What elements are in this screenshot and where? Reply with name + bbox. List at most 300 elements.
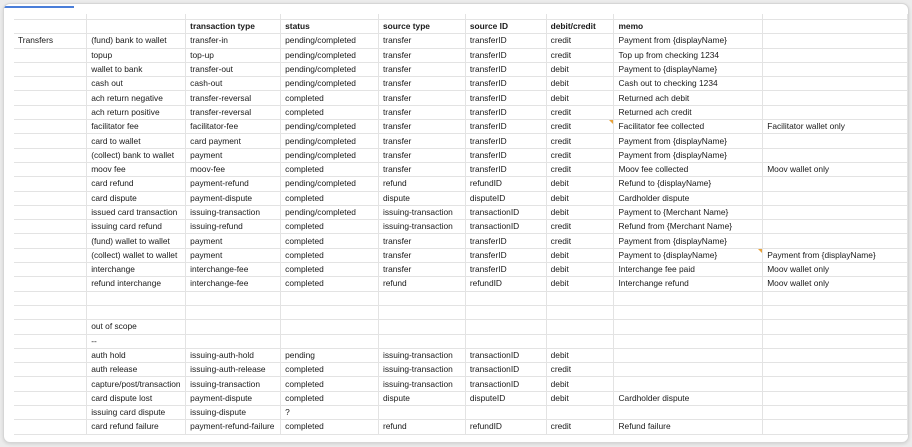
cell[interactable]	[87, 277, 186, 291]
cell[interactable]	[14, 105, 87, 119]
cell-text: transferID	[469, 92, 507, 103]
cell[interactable]	[14, 320, 87, 334]
table-row	[14, 205, 908, 219]
cell[interactable]	[14, 291, 87, 305]
cell[interactable]	[465, 234, 546, 248]
cell[interactable]	[546, 77, 614, 91]
cell[interactable]	[378, 420, 465, 434]
cell[interactable]	[546, 34, 614, 48]
cell-text: completed	[285, 264, 324, 275]
cell[interactable]	[281, 348, 379, 362]
cell[interactable]	[546, 320, 614, 334]
cell[interactable]	[763, 320, 908, 334]
cell[interactable]	[614, 391, 763, 405]
cell[interactable]	[14, 205, 87, 219]
cell[interactable]	[763, 334, 908, 348]
cell[interactable]	[378, 234, 465, 248]
cell-text: transfer	[382, 49, 412, 60]
cell-text: debit	[550, 192, 569, 203]
cell[interactable]	[186, 220, 281, 234]
cell[interactable]	[614, 420, 763, 434]
cell[interactable]	[87, 391, 186, 405]
cell[interactable]	[87, 406, 186, 420]
cell[interactable]	[14, 334, 87, 348]
cell[interactable]	[546, 277, 614, 291]
cell[interactable]	[465, 406, 546, 420]
cell[interactable]	[378, 91, 465, 105]
cell[interactable]	[186, 120, 281, 134]
cell[interactable]	[87, 34, 186, 48]
cell[interactable]	[186, 148, 281, 162]
cell[interactable]	[546, 406, 614, 420]
cell[interactable]	[614, 77, 763, 91]
cell[interactable]	[87, 234, 186, 248]
cell[interactable]	[614, 234, 763, 248]
cell[interactable]	[378, 248, 465, 262]
cell[interactable]	[763, 177, 908, 191]
cell[interactable]	[763, 420, 908, 434]
cell[interactable]	[378, 391, 465, 405]
cell[interactable]	[87, 48, 186, 62]
cell[interactable]	[614, 320, 763, 334]
cell[interactable]	[465, 105, 546, 119]
cell[interactable]	[87, 220, 186, 234]
cell[interactable]	[546, 334, 614, 348]
cell[interactable]	[465, 120, 546, 134]
cell[interactable]	[186, 91, 281, 105]
cell[interactable]	[465, 220, 546, 234]
cell[interactable]	[14, 406, 87, 420]
cell[interactable]	[281, 291, 379, 305]
cell[interactable]	[281, 248, 379, 262]
cell-text: issued card transaction	[91, 207, 178, 217]
cell[interactable]	[281, 120, 379, 134]
cell[interactable]	[378, 205, 465, 219]
cell-text: card refund failure	[91, 421, 159, 432]
cell[interactable]	[763, 191, 908, 205]
cell[interactable]	[763, 34, 908, 48]
cell[interactable]	[14, 91, 87, 105]
cell[interactable]	[14, 220, 87, 234]
cell[interactable]	[614, 162, 763, 176]
cell[interactable]	[186, 191, 281, 205]
cell[interactable]	[378, 263, 465, 277]
cell-text: completed	[285, 249, 324, 260]
cell[interactable]	[186, 48, 281, 62]
cell[interactable]	[281, 205, 379, 219]
cell[interactable]	[614, 406, 763, 420]
cell[interactable]	[614, 220, 763, 234]
cell[interactable]	[546, 420, 614, 434]
cell[interactable]	[763, 105, 908, 119]
cell-text: Payment to {displayName}	[618, 249, 718, 260]
cell[interactable]	[281, 77, 379, 91]
cell[interactable]	[763, 148, 908, 162]
cell[interactable]	[186, 177, 281, 191]
cell[interactable]	[546, 177, 614, 191]
cell-text: transfer	[382, 264, 412, 275]
cell[interactable]	[87, 177, 186, 191]
cell-text: credit	[550, 135, 572, 146]
cell-text: transfer	[382, 164, 412, 175]
cell-text: moov-fee	[190, 164, 226, 175]
cell[interactable]	[763, 391, 908, 405]
cell[interactable]	[378, 334, 465, 348]
cell[interactable]	[546, 191, 614, 205]
cell[interactable]	[546, 48, 614, 62]
cell-text: issuing-transaction	[382, 349, 453, 360]
cell-text: disputeID	[469, 192, 506, 203]
cell[interactable]	[87, 62, 186, 76]
cell[interactable]	[465, 277, 546, 291]
cell[interactable]	[614, 334, 763, 348]
cell[interactable]	[465, 263, 546, 277]
cell[interactable]	[465, 162, 546, 176]
cell[interactable]	[546, 291, 614, 305]
cell[interactable]	[763, 377, 908, 391]
cell[interactable]	[87, 105, 186, 119]
cell[interactable]	[186, 291, 281, 305]
cell[interactable]	[614, 377, 763, 391]
cell[interactable]	[378, 77, 465, 91]
cell[interactable]	[546, 377, 614, 391]
cell[interactable]	[281, 234, 379, 248]
cell[interactable]	[87, 148, 186, 162]
cell[interactable]	[281, 363, 379, 377]
cell[interactable]	[281, 105, 379, 119]
cell-text: ach return positive	[91, 106, 160, 117]
cell[interactable]	[465, 177, 546, 191]
cell[interactable]	[281, 334, 379, 348]
cell[interactable]	[378, 62, 465, 76]
cell[interactable]	[465, 191, 546, 205]
cell[interactable]	[14, 177, 87, 191]
cell[interactable]	[87, 291, 186, 305]
cell[interactable]	[614, 105, 763, 119]
cell[interactable]	[378, 277, 465, 291]
cell[interactable]	[546, 391, 614, 405]
cell[interactable]	[546, 248, 614, 262]
cell[interactable]	[14, 420, 87, 434]
cell[interactable]	[763, 263, 908, 277]
cell[interactable]	[186, 77, 281, 91]
cell[interactable]	[281, 377, 379, 391]
cell[interactable]	[186, 391, 281, 405]
cell[interactable]	[465, 34, 546, 48]
cell[interactable]	[614, 177, 763, 191]
cell[interactable]	[614, 91, 763, 105]
cell[interactable]	[546, 148, 614, 162]
cell[interactable]	[87, 263, 186, 277]
cell[interactable]	[281, 263, 379, 277]
cell-text: refund interchange	[91, 278, 162, 289]
cell[interactable]	[186, 305, 281, 319]
cell[interactable]	[614, 248, 763, 262]
cell[interactable]	[614, 363, 763, 377]
cell[interactable]	[186, 105, 281, 119]
cell[interactable]	[281, 177, 379, 191]
cell[interactable]	[281, 220, 379, 234]
cell[interactable]	[186, 205, 281, 219]
cell[interactable]	[546, 220, 614, 234]
cell[interactable]	[378, 148, 465, 162]
cell[interactable]	[87, 377, 186, 391]
cell[interactable]	[87, 77, 186, 91]
cell[interactable]	[14, 277, 87, 291]
cell[interactable]	[186, 320, 281, 334]
cell[interactable]	[763, 48, 908, 62]
cell[interactable]	[14, 363, 87, 377]
cell[interactable]	[186, 34, 281, 48]
table-row	[14, 263, 908, 277]
cell[interactable]	[14, 377, 87, 391]
cell[interactable]	[14, 162, 87, 176]
cell[interactable]	[546, 363, 614, 377]
cell[interactable]	[281, 148, 379, 162]
cell[interactable]	[465, 377, 546, 391]
cell[interactable]	[186, 420, 281, 434]
cell[interactable]	[546, 234, 614, 248]
cell[interactable]	[281, 62, 379, 76]
cell[interactable]	[87, 305, 186, 319]
cell[interactable]	[87, 420, 186, 434]
cell[interactable]	[87, 320, 186, 334]
cell[interactable]	[14, 34, 87, 48]
cell[interactable]	[614, 148, 763, 162]
cell[interactable]	[281, 48, 379, 62]
cell[interactable]	[87, 363, 186, 377]
cell[interactable]	[378, 406, 465, 420]
cell[interactable]	[14, 77, 87, 91]
header-memo[interactable]: memo	[614, 20, 763, 34]
cell[interactable]	[14, 120, 87, 134]
cell[interactable]	[87, 134, 186, 148]
header-source-type[interactable]: source type	[378, 20, 465, 34]
cell[interactable]	[186, 248, 281, 262]
cell[interactable]	[378, 305, 465, 319]
header-status[interactable]: status	[281, 20, 379, 34]
cell[interactable]	[87, 334, 186, 348]
cell[interactable]	[763, 162, 908, 176]
cell[interactable]	[14, 148, 87, 162]
cell[interactable]	[763, 248, 908, 262]
table-row	[14, 105, 908, 119]
cell-text: pending/completed	[285, 207, 356, 217]
cell[interactable]	[186, 334, 281, 348]
table-row	[14, 391, 908, 405]
cell[interactable]	[465, 91, 546, 105]
header-debit-credit[interactable]: debit/credit	[546, 20, 614, 34]
cell[interactable]	[14, 62, 87, 76]
cell[interactable]	[546, 305, 614, 319]
cell[interactable]	[186, 377, 281, 391]
spreadsheet-grid	[14, 14, 908, 435]
cell[interactable]	[763, 91, 908, 105]
cell[interactable]	[546, 91, 614, 105]
cell[interactable]	[614, 348, 763, 362]
cell-text: card dispute	[91, 192, 137, 203]
cell[interactable]	[87, 191, 186, 205]
cell-text: transferID	[469, 264, 507, 275]
cell[interactable]	[281, 406, 379, 420]
cell[interactable]	[378, 348, 465, 362]
cell[interactable]	[614, 120, 763, 134]
cell[interactable]	[465, 205, 546, 219]
cell[interactable]	[186, 134, 281, 148]
cell[interactable]	[763, 277, 908, 291]
cell[interactable]	[378, 320, 465, 334]
cell[interactable]	[378, 377, 465, 391]
cell[interactable]	[763, 291, 908, 305]
cell[interactable]	[186, 62, 281, 76]
cell-text: transferID	[469, 149, 507, 160]
cell[interactable]	[186, 406, 281, 420]
cell[interactable]	[378, 363, 465, 377]
cell[interactable]	[87, 248, 186, 262]
cell-text: transfer	[382, 235, 412, 246]
cell[interactable]	[378, 134, 465, 148]
cell[interactable]	[465, 77, 546, 91]
cell[interactable]	[763, 205, 908, 219]
cell[interactable]	[281, 305, 379, 319]
cell[interactable]	[14, 134, 87, 148]
cell[interactable]	[186, 363, 281, 377]
cell-text: debit	[550, 249, 569, 260]
cell[interactable]	[14, 48, 87, 62]
cell[interactable]	[546, 62, 614, 76]
cell[interactable]	[14, 305, 87, 319]
cell[interactable]	[378, 48, 465, 62]
cell[interactable]	[614, 62, 763, 76]
cell[interactable]	[614, 263, 763, 277]
cell[interactable]	[87, 91, 186, 105]
cell[interactable]	[465, 320, 546, 334]
cell[interactable]	[546, 134, 614, 148]
cell[interactable]	[186, 234, 281, 248]
cell[interactable]	[186, 162, 281, 176]
cell[interactable]	[14, 234, 87, 248]
header-transaction-type[interactable]: transaction type	[186, 20, 281, 34]
cell[interactable]	[186, 263, 281, 277]
cell-text: credit	[550, 121, 572, 132]
cell[interactable]	[465, 363, 546, 377]
cell[interactable]	[281, 162, 379, 176]
cell-text: Payment from {displayName}	[618, 235, 727, 246]
cell[interactable]	[763, 220, 908, 234]
cell[interactable]	[763, 234, 908, 248]
cell[interactable]	[614, 277, 763, 291]
cell[interactable]	[546, 205, 614, 219]
cell[interactable]	[546, 105, 614, 119]
cell[interactable]	[763, 77, 908, 91]
table-row	[14, 220, 908, 234]
cell[interactable]	[763, 406, 908, 420]
cell-text: Payment to {displayName}	[618, 64, 718, 75]
cell[interactable]	[281, 91, 379, 105]
cell[interactable]	[281, 320, 379, 334]
cell[interactable]	[546, 120, 614, 134]
cell[interactable]	[378, 162, 465, 176]
cell[interactable]	[281, 191, 379, 205]
cell[interactable]	[465, 348, 546, 362]
table-row	[14, 148, 908, 162]
cell[interactable]	[465, 305, 546, 319]
cell[interactable]	[281, 391, 379, 405]
cell[interactable]	[763, 348, 908, 362]
cell[interactable]	[87, 348, 186, 362]
cell[interactable]	[465, 334, 546, 348]
cell[interactable]	[87, 120, 186, 134]
cell[interactable]	[465, 62, 546, 76]
cell[interactable]	[763, 134, 908, 148]
cell[interactable]	[614, 305, 763, 319]
cell-text: pending	[285, 349, 315, 360]
cell[interactable]	[763, 305, 908, 319]
cell[interactable]	[614, 205, 763, 219]
cell[interactable]	[465, 420, 546, 434]
cell[interactable]	[378, 220, 465, 234]
cell-text: debit	[550, 349, 569, 360]
cell[interactable]	[546, 263, 614, 277]
cell[interactable]	[186, 348, 281, 362]
cell[interactable]	[465, 391, 546, 405]
cell[interactable]	[186, 277, 281, 291]
cell[interactable]	[281, 277, 379, 291]
cell[interactable]	[546, 162, 614, 176]
cell[interactable]	[465, 291, 546, 305]
cell[interactable]	[763, 363, 908, 377]
cell[interactable]	[465, 134, 546, 148]
table-row	[14, 191, 908, 205]
cell[interactable]	[763, 120, 908, 134]
cell[interactable]	[87, 205, 186, 219]
header-cell-i[interactable]	[763, 20, 908, 34]
cell[interactable]	[614, 291, 763, 305]
cell[interactable]	[465, 148, 546, 162]
header-source-id[interactable]: source ID	[465, 20, 546, 34]
cell[interactable]	[465, 248, 546, 262]
header-cell-a[interactable]	[14, 20, 87, 34]
cell-text: pending/completed	[285, 49, 356, 60]
cell[interactable]	[281, 420, 379, 434]
cell[interactable]	[378, 34, 465, 48]
cell[interactable]	[14, 348, 87, 362]
cell[interactable]	[14, 263, 87, 277]
cell[interactable]	[614, 134, 763, 148]
cell[interactable]	[378, 120, 465, 134]
cell[interactable]	[763, 62, 908, 76]
cell[interactable]	[465, 48, 546, 62]
cell[interactable]	[614, 191, 763, 205]
header-cell-b[interactable]	[87, 20, 186, 34]
cell[interactable]	[378, 291, 465, 305]
cell[interactable]	[281, 34, 379, 48]
cell-text: Cardholder dispute	[618, 392, 690, 403]
cell[interactable]	[14, 391, 87, 405]
cell[interactable]	[14, 248, 87, 262]
cell[interactable]	[87, 162, 186, 176]
cell[interactable]	[378, 191, 465, 205]
cell[interactable]	[614, 48, 763, 62]
cell[interactable]	[378, 105, 465, 119]
cell[interactable]	[546, 348, 614, 362]
table-row	[14, 34, 908, 48]
cell[interactable]	[14, 191, 87, 205]
cell[interactable]	[614, 34, 763, 48]
cell[interactable]	[378, 177, 465, 191]
cell[interactable]	[281, 134, 379, 148]
cell-text: Returned ach debit	[618, 92, 690, 103]
